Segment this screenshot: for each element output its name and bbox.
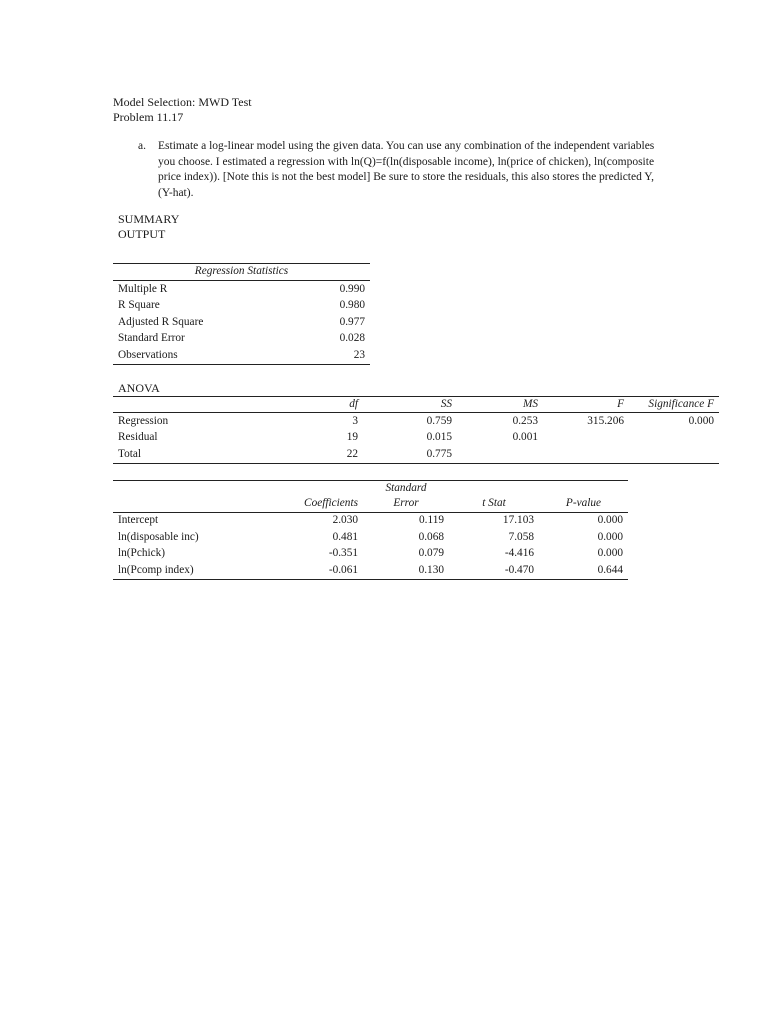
coef-row-label: Intercept: [118, 514, 159, 527]
coef-cell: 0.130: [363, 562, 449, 579]
anova-cell: [629, 446, 719, 463]
coef-cell: -4.416: [504, 547, 534, 560]
anova-row-label: Residual: [118, 431, 158, 444]
coef-header-top-blank: [539, 481, 628, 497]
table-row: [113, 413, 719, 430]
anova-row-label: Regression: [118, 414, 169, 427]
stat-label: Multiple R: [118, 282, 168, 295]
coef-row-label: ln(disposable inc): [118, 530, 199, 543]
stat-value: 0.977: [339, 315, 365, 328]
anova-header-ss: SS: [363, 397, 457, 413]
table-row: [113, 562, 628, 579]
anova-header-f: F: [543, 397, 629, 413]
coef-cell: 0.000: [597, 514, 623, 527]
document-heading: [113, 94, 252, 124]
coef-header-p-value: P-value: [539, 496, 628, 512]
stat-label: Standard Error: [118, 332, 185, 345]
anova-cell: [457, 446, 543, 463]
anova-header-ms: MS: [457, 397, 543, 413]
anova-row-label: Total: [113, 446, 243, 463]
coef-header-standard: Standard: [363, 481, 449, 497]
table-row: [113, 281, 370, 298]
table-row: [113, 529, 628, 546]
anova-header-blank: [113, 397, 243, 413]
stat-label: R Square: [118, 299, 160, 312]
summary-label-line2: OUTPUT: [118, 227, 166, 241]
table-row: [113, 546, 628, 563]
coef-row-label: ln(Pcomp index): [113, 562, 253, 579]
coef-row-label: ln(Pchick): [118, 547, 166, 560]
stat-value: 23: [300, 347, 370, 364]
problem-number: Problem 11.17: [113, 110, 184, 124]
coef-header-top-blank: [113, 481, 253, 497]
table-row: [113, 331, 370, 348]
document-title: Model Selection: MWD Test: [113, 95, 252, 109]
table-row: [113, 347, 370, 364]
anova-cell: 0.015: [426, 431, 452, 444]
coef-header-t-stat: t Stat: [449, 496, 539, 512]
anova-cell: 19: [346, 431, 358, 444]
table-row: [113, 430, 719, 447]
coef-cell: -0.351: [328, 547, 358, 560]
regression-statistics-table: [113, 263, 370, 365]
coef-header-top-blank: [253, 481, 363, 497]
anova-cell: 0.000: [688, 414, 714, 427]
coef-cell: 17.103: [502, 514, 534, 527]
coef-cell: -0.470: [449, 562, 539, 579]
coef-cell: 0.000: [597, 530, 623, 543]
coef-cell: 7.058: [508, 530, 534, 543]
summary-label-line1: SUMMARY: [118, 212, 180, 226]
summary-output-label: [118, 212, 179, 242]
anova-cell: 3: [352, 414, 358, 427]
instruction-item: [138, 139, 668, 201]
table-row: [113, 314, 370, 331]
stat-value: 0.980: [339, 299, 365, 312]
coef-header-top-blank: [449, 481, 539, 497]
coef-cell: 0.644: [539, 562, 628, 579]
instruction-text: Estimate a log-linear model using the given data. You can use any combination of the independent variables you choose. I estimated a regression with ln(Q)=f(ln(disposable income), ln(price of chicken), ln(composite price index)). [Note this is not the best model] Be sure to store the residuals, this also stores the predicted Y, (Y-hat).: [158, 140, 655, 199]
coefficients-table: [113, 480, 628, 580]
coef-cell: 0.068: [418, 530, 444, 543]
regression-statistics-header: Regression Statistics: [113, 264, 370, 281]
anova-cell: 0.001: [512, 431, 538, 444]
table-row: [113, 512, 628, 529]
list-marker: a.: [138, 140, 146, 152]
coef-cell: 0.119: [419, 514, 444, 527]
coef-header-coefficients: Coefficients: [253, 496, 363, 512]
anova-cell: 0.775: [363, 446, 457, 463]
anova-header-df: df: [243, 397, 363, 413]
anova-cell: [543, 430, 629, 447]
anova-cell: [629, 430, 719, 447]
table-row: [113, 298, 370, 315]
anova-cell: 0.759: [426, 414, 452, 427]
anova-cell: 315.206: [587, 414, 624, 427]
anova-header-significance-f: Significance F: [629, 397, 719, 413]
table-row: [113, 446, 719, 463]
anova-cell: 0.253: [512, 414, 538, 427]
stat-value: 0.028: [339, 332, 365, 345]
stat-label: Adjusted R Square: [118, 315, 204, 328]
anova-cell: 22: [243, 446, 363, 463]
anova-label: ANOVA: [118, 381, 160, 395]
anova-table: [113, 396, 719, 464]
stat-value: 0.990: [339, 282, 365, 295]
stat-label: Observations: [113, 347, 300, 364]
coef-cell: 0.481: [332, 530, 358, 543]
coef-header-error: Error: [363, 496, 449, 512]
coef-header-blank: [113, 496, 253, 512]
coef-cell: 2.030: [332, 514, 358, 527]
coef-cell: 0.000: [597, 547, 623, 560]
coef-cell: -0.061: [253, 562, 363, 579]
coef-cell: 0.079: [418, 547, 444, 560]
anova-cell: [543, 446, 629, 463]
